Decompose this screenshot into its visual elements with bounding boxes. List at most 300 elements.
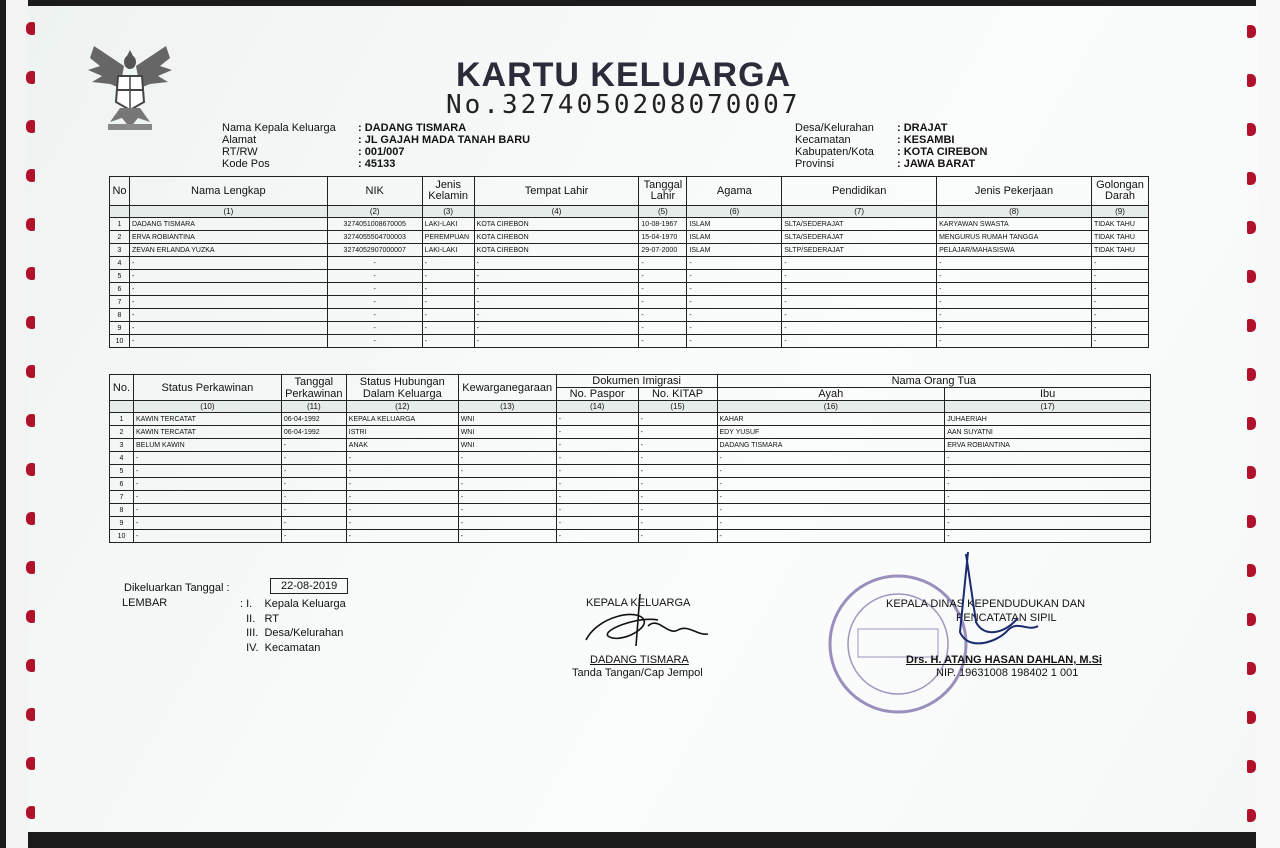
col-header-tanggal: Tanggal Perkawinan bbox=[281, 375, 346, 401]
head-info-left bbox=[222, 122, 530, 170]
table-cell: KAWIN TERCATAT bbox=[133, 413, 281, 426]
table-row bbox=[110, 504, 1151, 517]
info-row bbox=[222, 134, 530, 146]
col-number bbox=[110, 401, 134, 413]
table-cell: 7 bbox=[110, 296, 130, 309]
table-cell: - bbox=[327, 296, 422, 309]
info-label: Provinsi bbox=[795, 158, 835, 170]
info-label: RT/RW bbox=[222, 146, 258, 158]
table-cell: - bbox=[638, 465, 717, 478]
table-cell: - bbox=[937, 257, 1092, 270]
table-cell: - bbox=[937, 270, 1092, 283]
table-cell: - bbox=[556, 413, 638, 426]
table-cell: 9 bbox=[110, 322, 130, 335]
table-cell: - bbox=[458, 517, 556, 530]
table-row bbox=[110, 413, 1151, 426]
table-cell: 4 bbox=[110, 257, 130, 270]
kk-caption: Tanda Tangan/Cap Jempol bbox=[572, 667, 703, 679]
table-cell: 29-07-2000 bbox=[639, 244, 687, 257]
table-cell: EDY YUSUF bbox=[717, 426, 945, 439]
official-nip: NIP. 19631008 198402 1 001 bbox=[936, 667, 1079, 679]
punch-hole-icon bbox=[26, 708, 35, 721]
table-cell: DADANG TISMARA bbox=[717, 439, 945, 452]
info-row bbox=[795, 146, 987, 158]
punch-hole-icon bbox=[1247, 123, 1256, 136]
table-cell: - bbox=[1091, 270, 1148, 283]
punch-hole-icon bbox=[1247, 172, 1256, 185]
official-signature-icon bbox=[928, 542, 1058, 672]
punch-hole-icon bbox=[1247, 662, 1256, 675]
info-row bbox=[795, 122, 987, 134]
table-cell: 5 bbox=[110, 465, 134, 478]
table-cell: - bbox=[422, 335, 474, 348]
col-header-status: Status Perkawinan bbox=[133, 375, 281, 401]
table-cell: - bbox=[717, 530, 945, 543]
info-value: : KOTA CIREBON bbox=[897, 146, 988, 158]
table-cell: - bbox=[133, 491, 281, 504]
table-cell: - bbox=[422, 257, 474, 270]
table-cell: - bbox=[346, 517, 458, 530]
table-row bbox=[110, 309, 1149, 322]
table-cell: JUHAERIAH bbox=[945, 413, 1151, 426]
col-header-orang-tua: Nama Orang Tua bbox=[717, 375, 1151, 388]
table-cell: - bbox=[945, 517, 1151, 530]
table-cell: SLTA/SEDERAJAT bbox=[782, 218, 937, 231]
status-table bbox=[109, 374, 1151, 543]
table-cell: - bbox=[281, 517, 346, 530]
col-number: (8) bbox=[937, 206, 1092, 218]
info-label: Nama Kepala Keluarga bbox=[222, 122, 336, 134]
col-header-ibu: Ibu bbox=[945, 388, 1151, 401]
table-cell: - bbox=[687, 335, 782, 348]
table-cell: - bbox=[638, 478, 717, 491]
table-cell: KOTA CIREBON bbox=[474, 244, 639, 257]
table-cell: 9 bbox=[110, 517, 134, 530]
table-cell: - bbox=[638, 452, 717, 465]
table-cell: - bbox=[638, 504, 717, 517]
table-cell: WNI bbox=[458, 413, 556, 426]
table-cell: - bbox=[945, 530, 1151, 543]
info-label: Alamat bbox=[222, 134, 257, 146]
table-cell: 15-04-1970 bbox=[639, 231, 687, 244]
table-cell: 06-04-1992 bbox=[281, 413, 346, 426]
info-label: Desa/Kelurahan bbox=[795, 122, 874, 134]
table-row bbox=[110, 426, 1151, 439]
head-info-right bbox=[795, 122, 987, 170]
col-number: (6) bbox=[687, 206, 782, 218]
col-number: (14) bbox=[556, 401, 638, 413]
table-cell: DADANG TISMARA bbox=[129, 218, 327, 231]
kk-signature-icon bbox=[578, 586, 718, 656]
table-cell: - bbox=[129, 296, 327, 309]
col-number: (4) bbox=[474, 206, 639, 218]
col-number: (16) bbox=[717, 401, 945, 413]
table-cell: - bbox=[327, 270, 422, 283]
table-cell: - bbox=[422, 296, 474, 309]
punch-hole-icon bbox=[1247, 564, 1256, 577]
table-cell: - bbox=[945, 465, 1151, 478]
punch-hole-icon bbox=[26, 757, 35, 770]
table-cell: TIDAK TAHU bbox=[1091, 231, 1148, 244]
table-cell: - bbox=[782, 257, 937, 270]
table-cell: - bbox=[717, 465, 945, 478]
info-value: : DADANG TISMARA bbox=[358, 122, 467, 134]
table-cell: - bbox=[556, 530, 638, 543]
table-row bbox=[110, 517, 1151, 530]
lembar-label: LEMBAR bbox=[122, 597, 168, 609]
table-cell: 8 bbox=[110, 309, 130, 322]
table-cell: - bbox=[281, 452, 346, 465]
table-cell: - bbox=[782, 296, 937, 309]
table-cell: - bbox=[717, 478, 945, 491]
table-cell: - bbox=[129, 283, 327, 296]
table-cell: - bbox=[474, 270, 639, 283]
table-cell: 6 bbox=[110, 478, 134, 491]
col-header: NIK bbox=[327, 177, 422, 206]
table-cell: - bbox=[556, 478, 638, 491]
table-cell: - bbox=[474, 296, 639, 309]
table-cell: - bbox=[556, 452, 638, 465]
document-title: KARTU KELUARGA bbox=[456, 56, 792, 94]
table-cell: BELUM KAWIN bbox=[133, 439, 281, 452]
table-cell: - bbox=[638, 426, 717, 439]
family-card-document bbox=[28, 6, 1258, 832]
table-row bbox=[110, 530, 1151, 543]
table-cell: AAN SUYATNI bbox=[945, 426, 1151, 439]
table-cell: 1 bbox=[110, 413, 134, 426]
punch-hole-icon bbox=[26, 22, 35, 35]
table-cell: - bbox=[458, 478, 556, 491]
table-cell: - bbox=[474, 309, 639, 322]
table-cell: PEREMPUAN bbox=[422, 231, 474, 244]
table-cell: - bbox=[638, 491, 717, 504]
info-label: Kode Pos bbox=[222, 158, 270, 170]
table-cell: - bbox=[687, 270, 782, 283]
table-cell: - bbox=[945, 504, 1151, 517]
info-row bbox=[795, 158, 987, 170]
table-cell: - bbox=[129, 257, 327, 270]
table-cell: - bbox=[937, 335, 1092, 348]
table-cell: 10 bbox=[110, 530, 134, 543]
punch-hole-icon bbox=[26, 414, 35, 427]
table-cell: 10-08-1967 bbox=[639, 218, 687, 231]
table-row bbox=[110, 465, 1151, 478]
col-header: Pendidikan bbox=[782, 177, 937, 206]
document-number: No.3274050208070007 bbox=[446, 90, 801, 120]
table-row bbox=[110, 283, 1149, 296]
table-cell: - bbox=[639, 309, 687, 322]
table-cell: - bbox=[346, 452, 458, 465]
table-cell: - bbox=[129, 335, 327, 348]
table-cell: - bbox=[945, 452, 1151, 465]
table-cell: - bbox=[639, 335, 687, 348]
table-cell: 3274051008670005 bbox=[327, 218, 422, 231]
info-row bbox=[795, 134, 987, 146]
form-feed-strip-right bbox=[1256, 0, 1280, 848]
col-header: Jenis Pekerjaan bbox=[937, 177, 1092, 206]
table-row bbox=[110, 452, 1151, 465]
table-cell: - bbox=[281, 465, 346, 478]
table-cell: - bbox=[639, 283, 687, 296]
col-number: (9) bbox=[1091, 206, 1148, 218]
table-cell: - bbox=[1091, 283, 1148, 296]
lembar-item: III. Desa/Kelurahan bbox=[240, 627, 344, 639]
punch-hole-icon bbox=[1247, 760, 1256, 773]
punch-hole-icon bbox=[1247, 319, 1256, 332]
table-cell: - bbox=[281, 439, 346, 452]
table-cell: - bbox=[133, 465, 281, 478]
punch-hole-icon bbox=[26, 218, 35, 231]
lembar-list bbox=[240, 597, 346, 655]
info-value: : JL GAJAH MADA TANAH BARU bbox=[358, 134, 531, 146]
col-header-no: No. bbox=[110, 375, 134, 401]
lembar-item: II. RT bbox=[240, 612, 279, 625]
table-row bbox=[110, 231, 1149, 244]
table-cell: - bbox=[937, 322, 1092, 335]
table-row bbox=[110, 478, 1151, 491]
table-cell: 5 bbox=[110, 270, 130, 283]
col-number: (17) bbox=[945, 401, 1151, 413]
punch-hole-icon bbox=[26, 316, 35, 329]
punch-hole-icon bbox=[1247, 74, 1256, 87]
table-cell: KARYAWAN SWASTA bbox=[937, 218, 1092, 231]
table-cell: - bbox=[639, 270, 687, 283]
table-cell: - bbox=[474, 283, 639, 296]
member-table bbox=[109, 176, 1149, 348]
table-cell: - bbox=[782, 309, 937, 322]
info-label: Kabupaten/Kota bbox=[795, 146, 874, 158]
table-cell: 10 bbox=[110, 335, 130, 348]
table-cell: - bbox=[937, 309, 1092, 322]
table-cell: TIDAK TAHU bbox=[1091, 218, 1148, 231]
official-name: Drs. H. ATANG HASAN DAHLAN, M.Si bbox=[906, 654, 1102, 666]
table-cell: - bbox=[717, 491, 945, 504]
table-cell: - bbox=[422, 309, 474, 322]
table-cell: 3274052907000007 bbox=[327, 244, 422, 257]
col-number: (12) bbox=[346, 401, 458, 413]
table-cell: - bbox=[687, 309, 782, 322]
col-header: Jenis Kelamin bbox=[422, 177, 474, 206]
punch-hole-icon bbox=[26, 610, 35, 623]
col-number: (1) bbox=[129, 206, 327, 218]
table-cell: - bbox=[346, 491, 458, 504]
table-cell: - bbox=[687, 322, 782, 335]
info-label: Kecamatan bbox=[795, 134, 851, 146]
table-cell: - bbox=[422, 283, 474, 296]
table-cell: - bbox=[327, 257, 422, 270]
info-value: : JAWA BARAT bbox=[897, 158, 976, 170]
punch-hole-icon bbox=[26, 120, 35, 133]
table-row bbox=[110, 335, 1149, 348]
table-cell: - bbox=[556, 504, 638, 517]
punch-hole-icon bbox=[1247, 368, 1256, 381]
official-title-2: PENCATATAN SIPIL bbox=[956, 612, 1057, 624]
table-cell: - bbox=[937, 296, 1092, 309]
table-cell: - bbox=[945, 478, 1151, 491]
punch-hole-icon bbox=[26, 71, 35, 84]
table-row bbox=[110, 439, 1151, 452]
table-cell: 06-04-1992 bbox=[281, 426, 346, 439]
table-cell: - bbox=[129, 322, 327, 335]
table-cell: - bbox=[1091, 257, 1148, 270]
table-cell: - bbox=[639, 257, 687, 270]
punch-hole-icon bbox=[26, 267, 35, 280]
col-header-dokumen: Dokumen Imigrasi bbox=[556, 375, 717, 388]
table-cell: 3 bbox=[110, 244, 130, 257]
table-row bbox=[110, 270, 1149, 283]
table-cell: ERVA ROBIANTINA bbox=[945, 439, 1151, 452]
table-cell: - bbox=[133, 478, 281, 491]
col-number: (7) bbox=[782, 206, 937, 218]
table-cell: - bbox=[1091, 335, 1148, 348]
table-cell: - bbox=[638, 517, 717, 530]
table-cell: - bbox=[133, 452, 281, 465]
table-cell: - bbox=[782, 335, 937, 348]
table-cell: KOTA CIREBON bbox=[474, 218, 639, 231]
col-header: Golongan Darah bbox=[1091, 177, 1148, 206]
table-cell: - bbox=[129, 270, 327, 283]
table-cell: ISLAM bbox=[687, 218, 782, 231]
col-number: (15) bbox=[638, 401, 717, 413]
table-cell: MENGURUS RUMAH TANGGA bbox=[937, 231, 1092, 244]
table-cell: - bbox=[717, 452, 945, 465]
table-cell: TIDAK TAHU bbox=[1091, 244, 1148, 257]
table-cell: - bbox=[638, 530, 717, 543]
issued-label: Dikeluarkan Tanggal : bbox=[124, 582, 230, 594]
table-cell: - bbox=[782, 283, 937, 296]
table-cell: LAKI-LAKI bbox=[422, 244, 474, 257]
table-cell: ZEVAN ERLANDA YUZKA bbox=[129, 244, 327, 257]
table-cell: - bbox=[937, 283, 1092, 296]
col-number: (10) bbox=[133, 401, 281, 413]
table-cell: SLTA/SEDERAJAT bbox=[782, 231, 937, 244]
table-cell: SLTP/SEDERAJAT bbox=[782, 244, 937, 257]
lembar-item: IV. Kecamatan bbox=[240, 641, 321, 654]
table-cell: WNI bbox=[458, 426, 556, 439]
table-cell: ISLAM bbox=[687, 244, 782, 257]
punch-hole-icon bbox=[26, 463, 35, 476]
table-cell: - bbox=[327, 322, 422, 335]
table-cell: - bbox=[458, 491, 556, 504]
table-cell: - bbox=[687, 283, 782, 296]
table-cell: - bbox=[327, 309, 422, 322]
form-feed-strip-left bbox=[6, 0, 28, 848]
col-header: Agama bbox=[687, 177, 782, 206]
col-number: (2) bbox=[327, 206, 422, 218]
table-cell: - bbox=[687, 296, 782, 309]
table-cell: ERVA ROBIANTINA bbox=[129, 231, 327, 244]
col-header-hubungan: Status Hubungan Dalam Keluarga bbox=[346, 375, 458, 401]
table-cell: - bbox=[474, 335, 639, 348]
table-cell: - bbox=[1091, 322, 1148, 335]
garuda-emblem-icon bbox=[80, 36, 180, 136]
table-cell: ANAK bbox=[346, 439, 458, 452]
info-row bbox=[222, 146, 530, 158]
punch-hole-icon bbox=[1247, 270, 1256, 283]
col-number: (13) bbox=[458, 401, 556, 413]
table-cell: - bbox=[1091, 296, 1148, 309]
table-cell: - bbox=[458, 530, 556, 543]
table-cell: - bbox=[638, 439, 717, 452]
table-cell: - bbox=[474, 322, 639, 335]
punch-hole-icon bbox=[26, 169, 35, 182]
table-cell: - bbox=[458, 504, 556, 517]
table-cell: - bbox=[717, 517, 945, 530]
table-cell: - bbox=[474, 257, 639, 270]
info-row bbox=[222, 122, 530, 134]
table-cell: - bbox=[422, 322, 474, 335]
table-cell: - bbox=[945, 491, 1151, 504]
table-cell: - bbox=[782, 322, 937, 335]
table-cell: - bbox=[556, 426, 638, 439]
table-cell: - bbox=[346, 465, 458, 478]
table-cell: ISTRI bbox=[346, 426, 458, 439]
punch-hole-icon bbox=[26, 512, 35, 525]
table-cell: - bbox=[458, 465, 556, 478]
table-cell: - bbox=[346, 504, 458, 517]
table-cell: 2 bbox=[110, 231, 130, 244]
table-cell: - bbox=[346, 478, 458, 491]
table-row bbox=[110, 491, 1151, 504]
table-row bbox=[110, 218, 1149, 231]
punch-hole-icon bbox=[1247, 417, 1256, 430]
punch-hole-icon bbox=[1247, 515, 1256, 528]
info-row bbox=[222, 158, 530, 170]
table-cell: - bbox=[556, 465, 638, 478]
table-cell: KAWIN TERCATAT bbox=[133, 426, 281, 439]
table-cell: - bbox=[129, 309, 327, 322]
official-title-1: KEPALA DINAS KEPENDUDUKAN DAN bbox=[886, 598, 1086, 610]
col-header: Tanggal Lahir bbox=[639, 177, 687, 206]
table-cell: - bbox=[1091, 309, 1148, 322]
kk-signature-title: KEPALA KELUARGA bbox=[586, 597, 691, 609]
col-header-kewarganegaraan: Kewarganegaraan bbox=[458, 375, 556, 401]
table-cell: - bbox=[327, 335, 422, 348]
col-number: (3) bbox=[422, 206, 474, 218]
table-cell: KEPALA KELUARGA bbox=[346, 413, 458, 426]
table-cell: 1 bbox=[110, 218, 130, 231]
col-header-kitap: No. KITAP bbox=[638, 388, 717, 401]
table-cell: - bbox=[281, 491, 346, 504]
table-cell: - bbox=[281, 530, 346, 543]
table-cell: 7 bbox=[110, 491, 134, 504]
table-cell: - bbox=[556, 517, 638, 530]
punch-hole-icon bbox=[1247, 711, 1256, 724]
table-cell: 2 bbox=[110, 426, 134, 439]
table-cell: - bbox=[346, 530, 458, 543]
punch-hole-icon bbox=[1247, 809, 1256, 822]
table-cell: - bbox=[133, 517, 281, 530]
table-cell: - bbox=[687, 257, 782, 270]
table-cell: - bbox=[556, 439, 638, 452]
col-header: Tempat Lahir bbox=[474, 177, 639, 206]
punch-hole-icon bbox=[1247, 613, 1256, 626]
table-cell: - bbox=[717, 504, 945, 517]
punch-hole-icon bbox=[26, 659, 35, 672]
col-number bbox=[110, 206, 130, 218]
table-row bbox=[110, 322, 1149, 335]
col-header-ayah: Ayah bbox=[717, 388, 945, 401]
table-cell: 8 bbox=[110, 504, 134, 517]
col-header: No bbox=[110, 177, 130, 206]
col-number: (5) bbox=[639, 206, 687, 218]
info-value: : 001/007 bbox=[358, 146, 405, 158]
table-row bbox=[110, 244, 1149, 257]
table-cell: - bbox=[133, 504, 281, 517]
table-cell: LAKI-LAKI bbox=[422, 218, 474, 231]
table-cell: PELAJAR/MAHASISWA bbox=[937, 244, 1092, 257]
table-cell: ISLAM bbox=[687, 231, 782, 244]
